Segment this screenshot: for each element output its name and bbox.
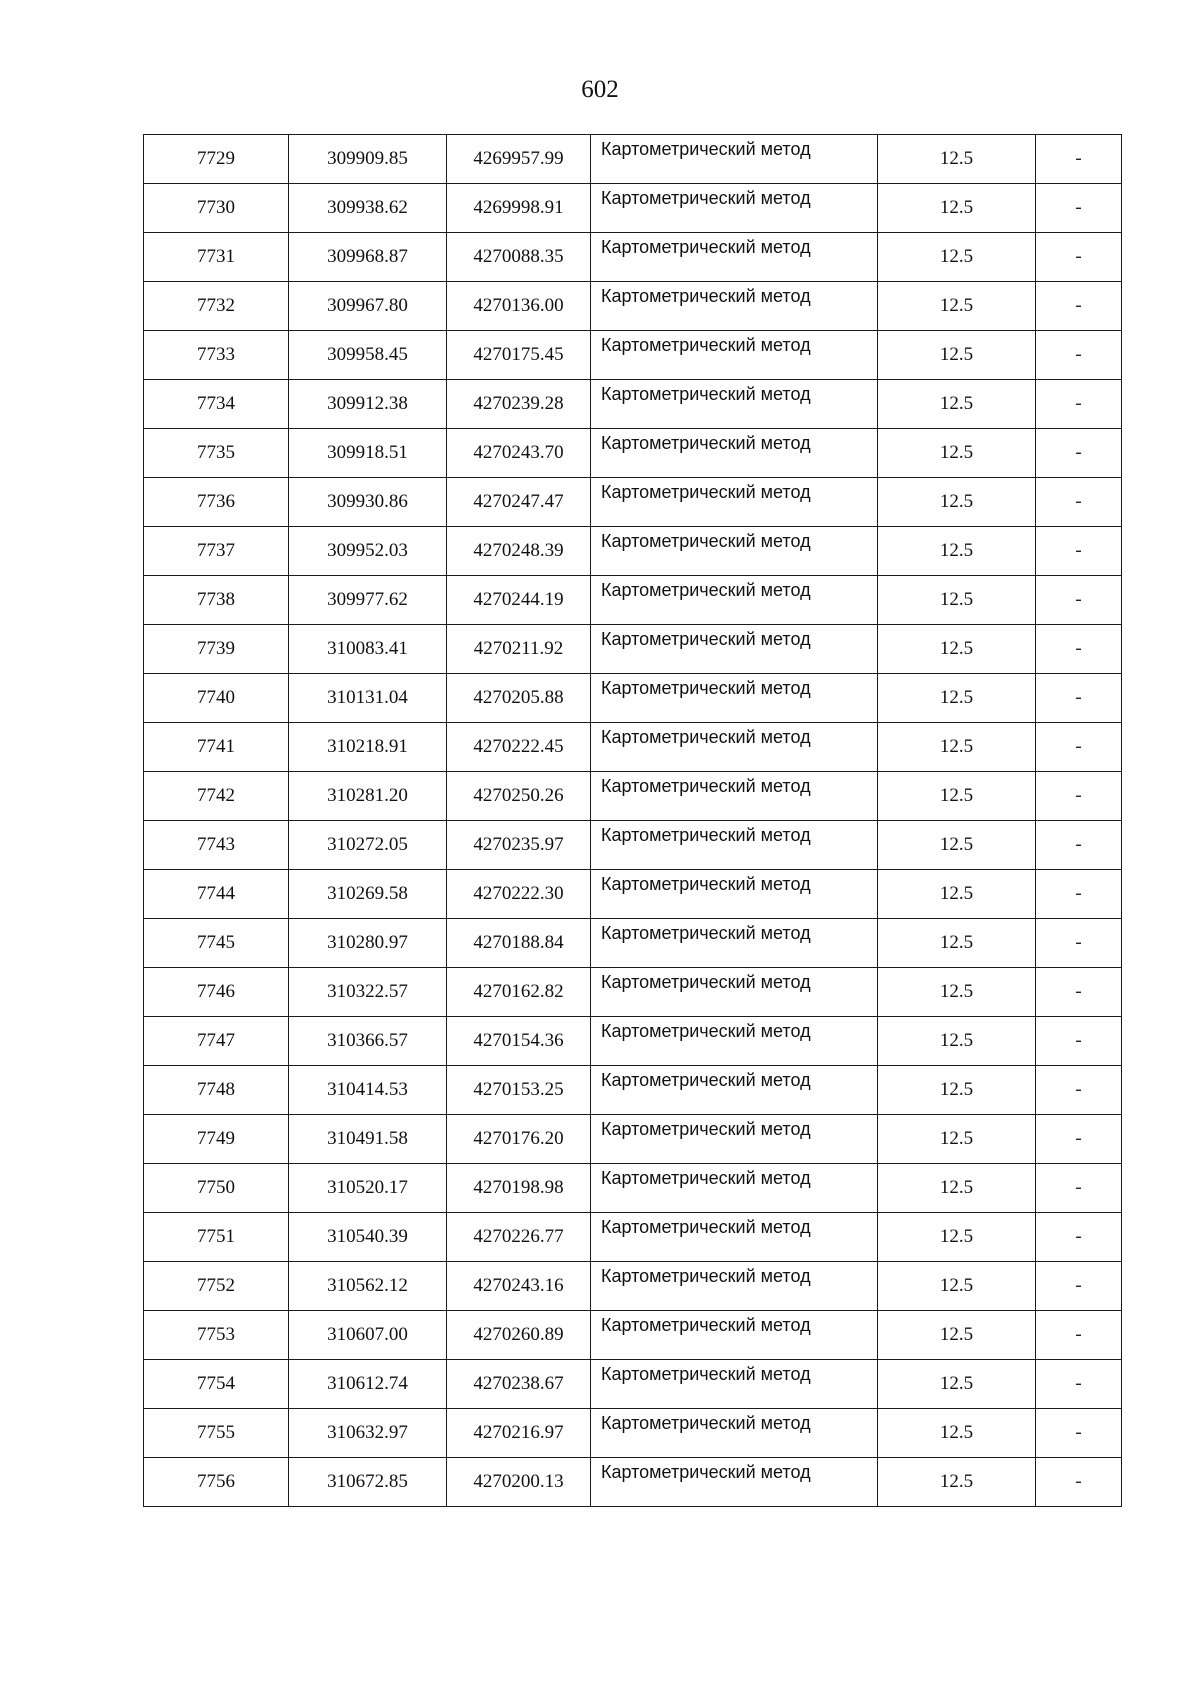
table-body xyxy=(144,135,1122,1507)
accuracy-cell: 12.5 xyxy=(878,1115,1036,1164)
x-coordinate-cell: 310491.58 xyxy=(289,1115,447,1164)
accuracy-cell: 12.5 xyxy=(878,1409,1036,1458)
point-number-cell: 7738 xyxy=(144,576,289,625)
table-row xyxy=(144,968,1122,1017)
note-cell: - xyxy=(1036,1409,1122,1458)
note-cell: - xyxy=(1036,1458,1122,1507)
accuracy-cell: 12.5 xyxy=(878,1164,1036,1213)
point-number-cell: 7734 xyxy=(144,380,289,429)
x-coordinate-cell: 309958.45 xyxy=(289,331,447,380)
method-cell: Картометрический метод xyxy=(591,1360,878,1409)
x-coordinate-cell: 309967.80 xyxy=(289,282,447,331)
table-row xyxy=(144,1066,1122,1115)
method-cell: Картометрический метод xyxy=(591,1262,878,1311)
note-cell: - xyxy=(1036,1311,1122,1360)
method-cell: Картометрический метод xyxy=(591,380,878,429)
y-coordinate-cell: 4270154.36 xyxy=(447,1017,591,1066)
table-row xyxy=(144,919,1122,968)
point-number-cell: 7747 xyxy=(144,1017,289,1066)
x-coordinate-cell: 309977.62 xyxy=(289,576,447,625)
x-coordinate-cell: 310632.97 xyxy=(289,1409,447,1458)
y-coordinate-cell: 4270198.98 xyxy=(447,1164,591,1213)
coordinates-table xyxy=(143,134,1122,1507)
method-cell: Картометрический метод xyxy=(591,1213,878,1262)
point-number-cell: 7742 xyxy=(144,772,289,821)
y-coordinate-cell: 4270188.84 xyxy=(447,919,591,968)
x-coordinate-cell: 309918.51 xyxy=(289,429,447,478)
note-cell: - xyxy=(1036,821,1122,870)
point-number-cell: 7743 xyxy=(144,821,289,870)
table-row xyxy=(144,1017,1122,1066)
accuracy-cell: 12.5 xyxy=(878,478,1036,527)
table-row xyxy=(144,331,1122,380)
x-coordinate-cell: 310562.12 xyxy=(289,1262,447,1311)
method-cell: Картометрический метод xyxy=(591,429,878,478)
accuracy-cell: 12.5 xyxy=(878,1017,1036,1066)
y-coordinate-cell: 4270243.70 xyxy=(447,429,591,478)
note-cell: - xyxy=(1036,723,1122,772)
x-coordinate-cell: 310131.04 xyxy=(289,674,447,723)
accuracy-cell: 12.5 xyxy=(878,576,1036,625)
note-cell: - xyxy=(1036,184,1122,233)
point-number-cell: 7749 xyxy=(144,1115,289,1164)
point-number-cell: 7732 xyxy=(144,282,289,331)
y-coordinate-cell: 4269998.91 xyxy=(447,184,591,233)
note-cell: - xyxy=(1036,674,1122,723)
y-coordinate-cell: 4270222.45 xyxy=(447,723,591,772)
method-cell: Картометрический метод xyxy=(591,821,878,870)
point-number-cell: 7735 xyxy=(144,429,289,478)
note-cell: - xyxy=(1036,1262,1122,1311)
note-cell: - xyxy=(1036,1115,1122,1164)
table-row xyxy=(144,870,1122,919)
point-number-cell: 7751 xyxy=(144,1213,289,1262)
table-row xyxy=(144,1360,1122,1409)
point-number-cell: 7737 xyxy=(144,527,289,576)
note-cell: - xyxy=(1036,233,1122,282)
x-coordinate-cell: 310322.57 xyxy=(289,968,447,1017)
method-cell: Картометрический метод xyxy=(591,968,878,1017)
note-cell: - xyxy=(1036,527,1122,576)
method-cell: Картометрический метод xyxy=(591,233,878,282)
y-coordinate-cell: 4270176.20 xyxy=(447,1115,591,1164)
x-coordinate-cell: 310414.53 xyxy=(289,1066,447,1115)
note-cell: - xyxy=(1036,1213,1122,1262)
point-number-cell: 7729 xyxy=(144,135,289,184)
note-cell: - xyxy=(1036,282,1122,331)
note-cell: - xyxy=(1036,919,1122,968)
note-cell: - xyxy=(1036,135,1122,184)
accuracy-cell: 12.5 xyxy=(878,968,1036,1017)
table-row xyxy=(144,576,1122,625)
method-cell: Картометрический метод xyxy=(591,674,878,723)
x-coordinate-cell: 309930.86 xyxy=(289,478,447,527)
y-coordinate-cell: 4270162.82 xyxy=(447,968,591,1017)
x-coordinate-cell: 310083.41 xyxy=(289,625,447,674)
note-cell: - xyxy=(1036,576,1122,625)
point-number-cell: 7731 xyxy=(144,233,289,282)
method-cell: Картометрический метод xyxy=(591,870,878,919)
method-cell: Картометрический метод xyxy=(591,282,878,331)
x-coordinate-cell: 310366.57 xyxy=(289,1017,447,1066)
accuracy-cell: 12.5 xyxy=(878,1311,1036,1360)
table-row xyxy=(144,233,1122,282)
y-coordinate-cell: 4270226.77 xyxy=(447,1213,591,1262)
point-number-cell: 7753 xyxy=(144,1311,289,1360)
x-coordinate-cell: 310672.85 xyxy=(289,1458,447,1507)
table-row xyxy=(144,821,1122,870)
note-cell: - xyxy=(1036,870,1122,919)
table-row xyxy=(144,772,1122,821)
note-cell: - xyxy=(1036,1360,1122,1409)
accuracy-cell: 12.5 xyxy=(878,1458,1036,1507)
table-row xyxy=(144,1115,1122,1164)
note-cell: - xyxy=(1036,625,1122,674)
accuracy-cell: 12.5 xyxy=(878,380,1036,429)
point-number-cell: 7733 xyxy=(144,331,289,380)
table-row xyxy=(144,1311,1122,1360)
accuracy-cell: 12.5 xyxy=(878,135,1036,184)
y-coordinate-cell: 4270243.16 xyxy=(447,1262,591,1311)
point-number-cell: 7746 xyxy=(144,968,289,1017)
y-coordinate-cell: 4270238.67 xyxy=(447,1360,591,1409)
accuracy-cell: 12.5 xyxy=(878,821,1036,870)
table-row xyxy=(144,380,1122,429)
method-cell: Картометрический метод xyxy=(591,723,878,772)
x-coordinate-cell: 310280.97 xyxy=(289,919,447,968)
y-coordinate-cell: 4270235.97 xyxy=(447,821,591,870)
point-number-cell: 7756 xyxy=(144,1458,289,1507)
method-cell: Картометрический метод xyxy=(591,184,878,233)
note-cell: - xyxy=(1036,1164,1122,1213)
method-cell: Картометрический метод xyxy=(591,1458,878,1507)
point-number-cell: 7740 xyxy=(144,674,289,723)
accuracy-cell: 12.5 xyxy=(878,233,1036,282)
table-row xyxy=(144,1164,1122,1213)
x-coordinate-cell: 309938.62 xyxy=(289,184,447,233)
method-cell: Картометрический метод xyxy=(591,919,878,968)
table-row xyxy=(144,723,1122,772)
table-row xyxy=(144,1213,1122,1262)
x-coordinate-cell: 310218.91 xyxy=(289,723,447,772)
page-number: 602 xyxy=(581,76,619,103)
note-cell: - xyxy=(1036,478,1122,527)
table-row xyxy=(144,478,1122,527)
table-row xyxy=(144,527,1122,576)
note-cell: - xyxy=(1036,1017,1122,1066)
method-cell: Картометрический метод xyxy=(591,576,878,625)
y-coordinate-cell: 4270136.00 xyxy=(447,282,591,331)
point-number-cell: 7750 xyxy=(144,1164,289,1213)
x-coordinate-cell: 310607.00 xyxy=(289,1311,447,1360)
accuracy-cell: 12.5 xyxy=(878,331,1036,380)
point-number-cell: 7736 xyxy=(144,478,289,527)
method-cell: Картометрический метод xyxy=(591,135,878,184)
method-cell: Картометрический метод xyxy=(591,1115,878,1164)
accuracy-cell: 12.5 xyxy=(878,772,1036,821)
note-cell: - xyxy=(1036,1066,1122,1115)
method-cell: Картометрический метод xyxy=(591,527,878,576)
accuracy-cell: 12.5 xyxy=(878,919,1036,968)
table-row xyxy=(144,1458,1122,1507)
table-row xyxy=(144,135,1122,184)
y-coordinate-cell: 4270244.19 xyxy=(447,576,591,625)
accuracy-cell: 12.5 xyxy=(878,723,1036,772)
point-number-cell: 7741 xyxy=(144,723,289,772)
table-row xyxy=(144,282,1122,331)
accuracy-cell: 12.5 xyxy=(878,1262,1036,1311)
method-cell: Картометрический метод xyxy=(591,1017,878,1066)
accuracy-cell: 12.5 xyxy=(878,184,1036,233)
table-row xyxy=(144,1262,1122,1311)
y-coordinate-cell: 4270222.30 xyxy=(447,870,591,919)
y-coordinate-cell: 4270211.92 xyxy=(447,625,591,674)
note-cell: - xyxy=(1036,380,1122,429)
x-coordinate-cell: 309968.87 xyxy=(289,233,447,282)
accuracy-cell: 12.5 xyxy=(878,870,1036,919)
point-number-cell: 7730 xyxy=(144,184,289,233)
accuracy-cell: 12.5 xyxy=(878,625,1036,674)
table-row xyxy=(144,674,1122,723)
table-row xyxy=(144,1409,1122,1458)
x-coordinate-cell: 310281.20 xyxy=(289,772,447,821)
x-coordinate-cell: 309952.03 xyxy=(289,527,447,576)
method-cell: Картометрический метод xyxy=(591,772,878,821)
point-number-cell: 7754 xyxy=(144,1360,289,1409)
accuracy-cell: 12.5 xyxy=(878,429,1036,478)
method-cell: Картометрический метод xyxy=(591,1066,878,1115)
method-cell: Картометрический метод xyxy=(591,1164,878,1213)
y-coordinate-cell: 4270260.89 xyxy=(447,1311,591,1360)
method-cell: Картометрический метод xyxy=(591,331,878,380)
point-number-cell: 7745 xyxy=(144,919,289,968)
y-coordinate-cell: 4270175.45 xyxy=(447,331,591,380)
y-coordinate-cell: 4270088.35 xyxy=(447,233,591,282)
y-coordinate-cell: 4270216.97 xyxy=(447,1409,591,1458)
accuracy-cell: 12.5 xyxy=(878,674,1036,723)
note-cell: - xyxy=(1036,331,1122,380)
accuracy-cell: 12.5 xyxy=(878,282,1036,331)
y-coordinate-cell: 4270250.26 xyxy=(447,772,591,821)
point-number-cell: 7752 xyxy=(144,1262,289,1311)
note-cell: - xyxy=(1036,429,1122,478)
note-cell: - xyxy=(1036,772,1122,821)
x-coordinate-cell: 309909.85 xyxy=(289,135,447,184)
y-coordinate-cell: 4270153.25 xyxy=(447,1066,591,1115)
x-coordinate-cell: 309912.38 xyxy=(289,380,447,429)
accuracy-cell: 12.5 xyxy=(878,1213,1036,1262)
method-cell: Картометрический метод xyxy=(591,478,878,527)
x-coordinate-cell: 310612.74 xyxy=(289,1360,447,1409)
point-number-cell: 7744 xyxy=(144,870,289,919)
table-row xyxy=(144,184,1122,233)
point-number-cell: 7748 xyxy=(144,1066,289,1115)
method-cell: Картометрический метод xyxy=(591,625,878,674)
accuracy-cell: 12.5 xyxy=(878,1066,1036,1115)
y-coordinate-cell: 4270239.28 xyxy=(447,380,591,429)
y-coordinate-cell: 4269957.99 xyxy=(447,135,591,184)
y-coordinate-cell: 4270205.88 xyxy=(447,674,591,723)
method-cell: Картометрический метод xyxy=(591,1409,878,1458)
accuracy-cell: 12.5 xyxy=(878,527,1036,576)
x-coordinate-cell: 310272.05 xyxy=(289,821,447,870)
point-number-cell: 7739 xyxy=(144,625,289,674)
note-cell: - xyxy=(1036,968,1122,1017)
table-row xyxy=(144,625,1122,674)
point-number-cell: 7755 xyxy=(144,1409,289,1458)
y-coordinate-cell: 4270248.39 xyxy=(447,527,591,576)
x-coordinate-cell: 310269.58 xyxy=(289,870,447,919)
table-row xyxy=(144,429,1122,478)
y-coordinate-cell: 4270200.13 xyxy=(447,1458,591,1507)
accuracy-cell: 12.5 xyxy=(878,1360,1036,1409)
method-cell: Картометрический метод xyxy=(591,1311,878,1360)
y-coordinate-cell: 4270247.47 xyxy=(447,478,591,527)
x-coordinate-cell: 310540.39 xyxy=(289,1213,447,1262)
x-coordinate-cell: 310520.17 xyxy=(289,1164,447,1213)
